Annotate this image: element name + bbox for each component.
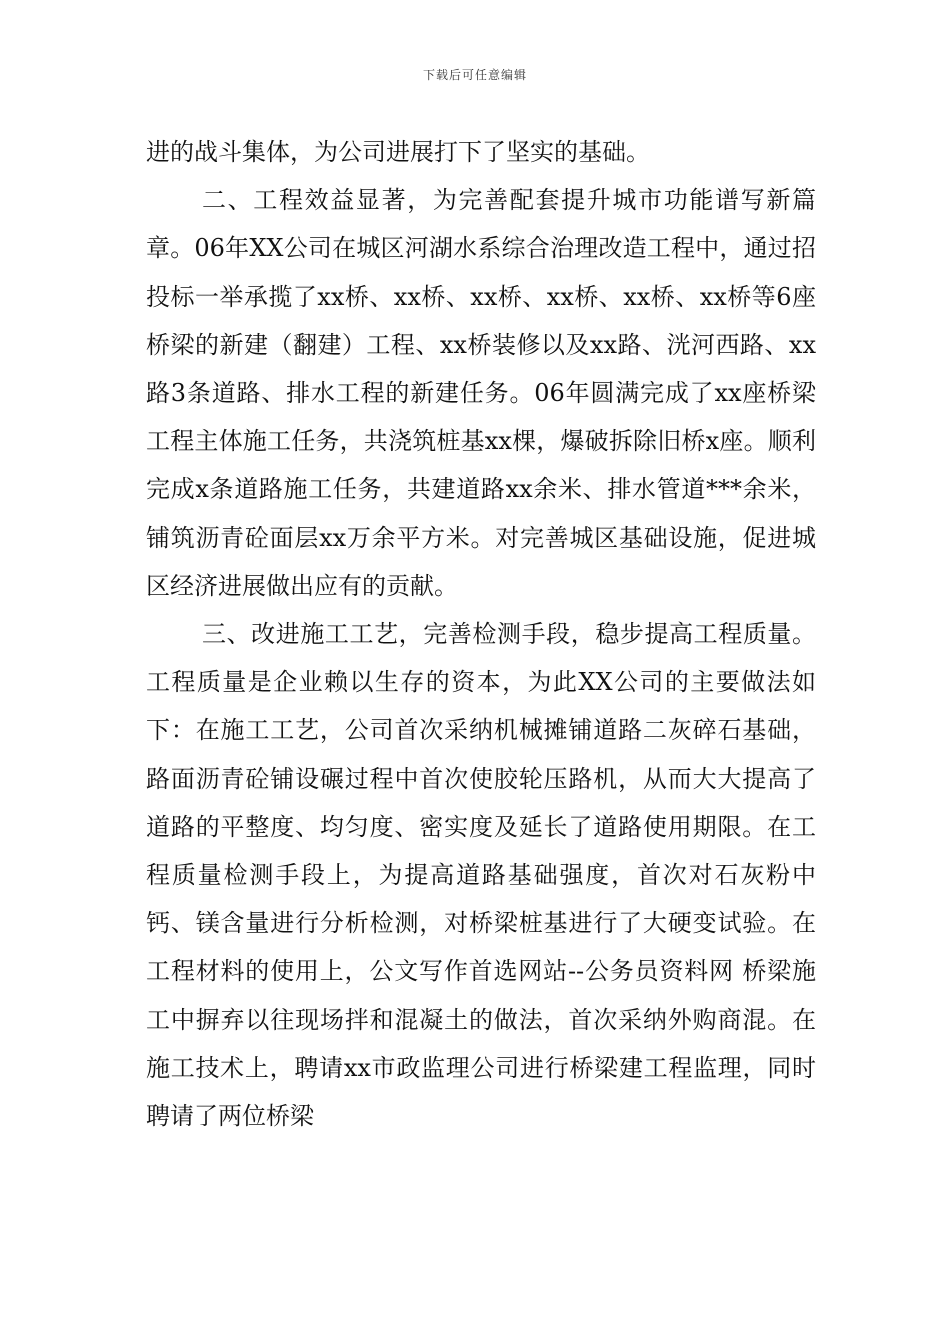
- document-body: [146, 128, 816, 1140]
- paragraph-section-two: 二、工程效益显著，为完善配套提升城市功能谱写新篇章。06年XX公司在城区河湖水系综合治理改造工程中，通过招投标一举承揽了xx桥、xx桥、xx桥、xx桥、xx桥、xx桥等6座桥梁的新建（翻建）工程、xx桥装修以及xx路、洸河西路、xx路3条道路、排水工程的新建任务。06年圆满完成了xx座桥梁工程主体施工任务，共浇筑桩基xx棵，爆破拆除旧桥x座。顺利完成x条道路施工任务，共建道路xx余米、排水管道***余米，铺筑沥青砼面层xx万余平方米。对完善城区基础设施，促进城区经济进展做出应有的贡献。: [146, 186, 816, 600]
- page-header: 下载后可任意编辑: [422, 68, 527, 82]
- paragraph-continuation: 进的战斗集体，为公司进展打下了坚实的基础。: [146, 138, 650, 166]
- paragraph-section-three: 三、改进施工工艺，完善检测手段，稳步提高工程质量。工程质量是企业赖以生存的资本，为此XX公司的主要做法如下：在施工工艺，公司首次采纳机械摊铺道路二灰碎石基础，路面沥青砼铺设碾过程中首次使胶轮压路机，从而大大提高了道路的平整度、均匀度、密实度及延长了道路使用期限。在工程质量检测手段上，为提高道路基础强度，首次对石灰粉中钙、镁含量进行分析检测，对桥梁桩基进行了大硬变试验。在工程材料的使用上，公文写作首选网站--公务员资料网 桥梁施工中摒弃以往现场拌和混凝土的做法，首次采纳外购商混。在施工技术上，聘请xx市政监理公司进行桥梁建工程监理，同时聘请了两位桥梁: [146, 620, 816, 1131]
